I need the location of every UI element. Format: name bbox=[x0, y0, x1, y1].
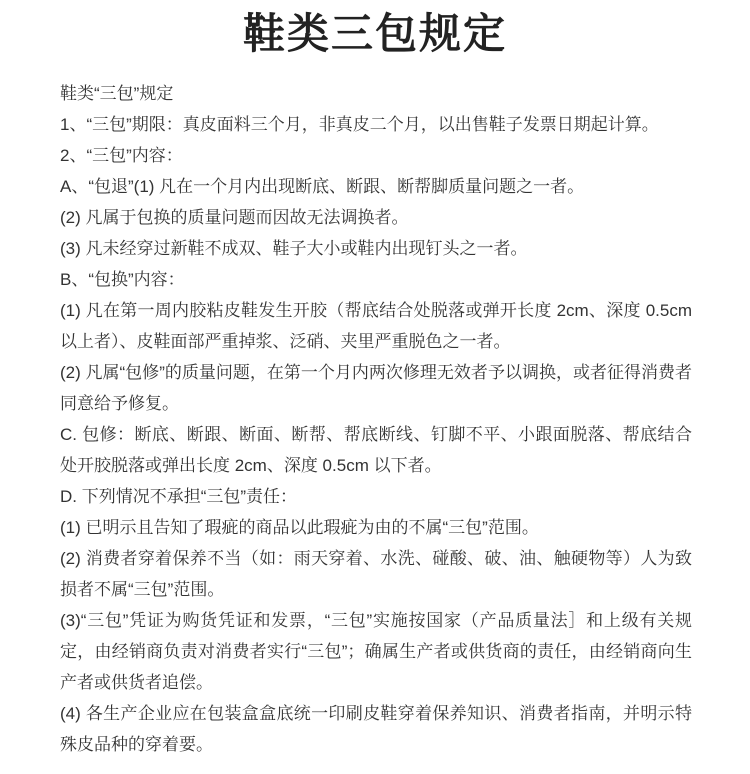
paragraph-exclusion-header: D. 下列情况不承担“三包”责任： bbox=[60, 487, 298, 506]
paragraph-exclusion-4: (4) 各生产企业应在包装盒盒底统一印刷皮鞋穿着保养知识、消费者指南，并明示特殊皮品种的穿着要。 bbox=[60, 704, 692, 754]
paragraph-exchange-2: (2) 凡属“包修”的质量问题，在第一个月内两次修理无效者予以调换，或者征得消费者同意给予修复。 bbox=[60, 363, 692, 413]
paragraph-content-header: 2、“三包”内容： bbox=[60, 146, 183, 165]
paragraph-refund-2: (2) 凡属于包换的质量问题而因故无法调换者。 bbox=[60, 208, 409, 227]
paragraph-repair: C. 包修：断底、断跟、断面、断帮、帮底断线、钉脚不平、小跟面脱落、帮底结合处开胶脱落或弹出长度 2cm、深度 0.5cm 以下者。 bbox=[60, 425, 692, 475]
paragraph-subtitle: 鞋类“三包”规定 bbox=[60, 84, 174, 103]
paragraph-term: 1、“三包”期限：真皮面料三个月，非真皮二个月，以出售鞋子发票日期起计算。 bbox=[60, 115, 659, 134]
document-body bbox=[0, 78, 750, 774]
page-title: 鞋类三包规定 bbox=[242, 10, 507, 57]
paragraph-exchange-header: B、“包换”内容： bbox=[60, 270, 185, 289]
paragraph-exchange-1: (1) 凡在第一周内胶粘皮鞋发生开胶（帮底结合处脱落或弹开长度 2cm、深度 0.5cm 以上者）、皮鞋面部严重掉浆、泛硝、夹里严重脱色之一者。 bbox=[60, 301, 692, 351]
paragraph-refund-1: A、“包退”(1) 凡在一个月内出现断底、断跟、断帮脚质量问题之一者。 bbox=[60, 177, 585, 196]
paragraph-exclusion-2: (2) 消费者穿着保养不当（如：雨天穿着、水洗、碰酸、破、油、触硬物等）人为致损者不属“三包”范围。 bbox=[60, 549, 692, 599]
paragraph-refund-3: (3) 凡未经穿过新鞋不成双、鞋子大小或鞋内出现钉头之一者。 bbox=[60, 239, 528, 258]
paragraph-exclusion-3: (3)“三包”凭证为购货凭证和发票，“三包”实施按国家（产品质量法］和上级有关规定，由经销商负责对消费者实行“三包”；确属生产者或供货商的责任，由经销商向生产者或供货者追偿。 bbox=[60, 611, 692, 692]
paragraph-exclusion-1: (1) 已明示且告知了瑕疵的商品以此瑕疵为由的不属“三包”范围。 bbox=[60, 518, 539, 537]
